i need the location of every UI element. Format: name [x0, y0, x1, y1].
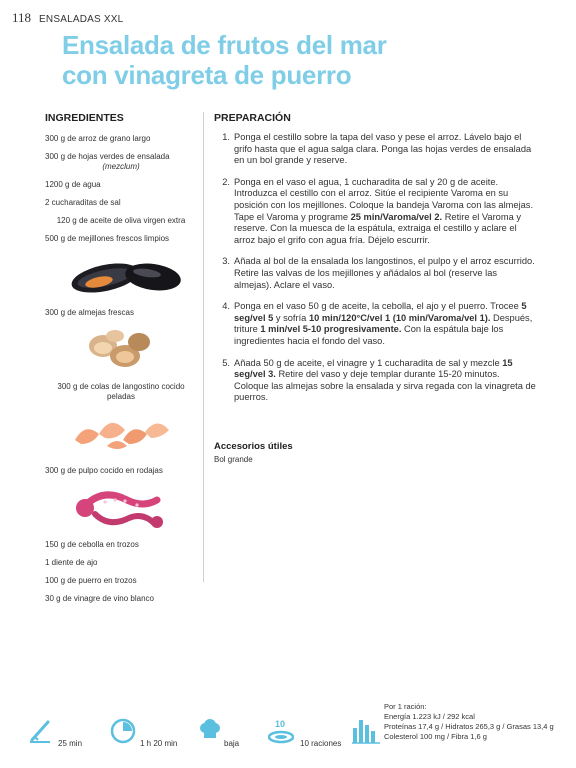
ingredient-item: 1 diente de ajo: [45, 558, 98, 567]
recipe-title: [62, 30, 542, 90]
step-setting: 25 min/Varoma/vel 2.: [350, 211, 443, 222]
preparation-step: [214, 132, 536, 167]
portions: 10 raciones: [300, 739, 342, 748]
octopus-image: [45, 484, 197, 530]
preparation-step: [214, 358, 536, 404]
step-text-part: Ponga en el vaso el agua, 1 cucharadita de sal y 20 g de aceite. Introduzca el cestillo con el arroz. Sitúe el recipiente Varoma en su posición con los mejillones. Coloque la bandeja Varoma con las almejas. Tape el Varoma y programe: [234, 176, 534, 222]
ingredient-item: 120 g de aceite de oliva virgen extra: [56, 216, 186, 225]
step-text-part: Añada 50 g de aceite, el vinagre y 1 cucharadita de sal y mezcle: [234, 357, 503, 368]
nutrition-other: Colesterol 100 mg / Fibra 1,6 g: [384, 732, 487, 741]
ingredient-item: 500 g de mejillones frescos limpios: [45, 234, 170, 243]
ingredient-note: (mezclum): [102, 162, 140, 171]
nutrition-chart-icon: [352, 716, 380, 749]
clams-image: [45, 326, 197, 372]
step-text-part: Con la espátula baje los ingredientes hacia el fondo del vaso.: [234, 324, 504, 346]
step-text-part: Ponga el cestillo sobre la tapa del vaso y pese el arroz. Lávelo bajo el grifo hasta que el agua salga clara. Ponga las hojas verdes de ensalada en un bol grande y reserve.: [234, 132, 532, 166]
column-divider: [203, 112, 204, 582]
step-setting: 10 min/120°C/vel 1 (10 min/Varoma/vel 1).: [308, 312, 491, 323]
step-text: [234, 132, 536, 167]
ingredient-item: 300 g de arroz de grano largo: [45, 134, 151, 143]
step-number: 2.: [222, 176, 230, 187]
ingredient-item: 300 g de colas de langostino cocido peladas: [57, 382, 185, 401]
step-setting: 15 seg/vel 3.: [234, 357, 513, 380]
total-time: 1 h 20 min: [140, 739, 178, 748]
preparation-step: [214, 301, 536, 347]
accessories-block: [214, 441, 293, 464]
ingredient-item: 300 g de almejas frescas: [45, 308, 134, 317]
plate-icon: [268, 730, 294, 749]
preparation-step: [214, 177, 536, 247]
page-header: [12, 10, 123, 26]
ingredient-item: 1200 g de agua: [45, 180, 101, 189]
page-number: 118: [12, 10, 32, 25]
chef-hat-icon: [198, 718, 222, 747]
ingredient-text: 300 g de hojas verdes de ensalada: [45, 152, 170, 161]
recipe-title-line-1: Ensalada de frutos del mar: [62, 30, 387, 60]
nutrition-energy: Energía 1.223 kJ / 292 kcal: [384, 712, 475, 721]
step-number: 4.: [222, 301, 230, 312]
step-text-part: Añada al bol de la ensalada los langostinos, el pulpo y el arroz escurrido. Retire las valvas de los mejillones y añádalos al bol (reserve las almejas). Aclare el vaso.: [234, 256, 535, 290]
ingredient-item: 300 g de pulpo cocido en rodajas: [45, 466, 163, 475]
step-text: [234, 177, 536, 247]
accessories-heading: Accesorios útiles: [214, 441, 293, 452]
step-setting: 1 min/vel 5-10 progresivamente.: [260, 324, 402, 335]
ingredients-heading: INGREDIENTES: [45, 112, 124, 124]
step-number: 1.: [222, 132, 230, 142]
step-text: [234, 301, 536, 347]
accessory-item: Bol grande: [214, 455, 253, 464]
step-setting: 5 seg/vel 5: [234, 301, 527, 323]
step-text-part: y sofría: [273, 312, 309, 323]
step-text-part: Después, triture: [234, 312, 533, 335]
mussels-image: [45, 252, 197, 298]
clock-icon: [110, 716, 136, 749]
step-text-part: Retire del vaso y deje templar durante 15-20 minutos. Coloque las almejas sobre la ensalada y sirva regada con la vinagreta de puerros.: [234, 369, 536, 403]
preparation-step: [214, 256, 536, 291]
step-number: 3.: [222, 256, 230, 267]
ingredient-item: 2 cucharaditas de sal: [45, 198, 121, 207]
step-text: [234, 256, 536, 291]
ingredient-item: 100 g de puerro en trozos: [45, 576, 137, 585]
section-name: ENSALADAS XXL: [39, 14, 124, 25]
nutrition-info: [384, 702, 554, 742]
portions-number: 10: [275, 719, 286, 729]
step-text: [234, 358, 536, 404]
recipe-title-line-2: con vinagreta de puerro: [62, 60, 352, 90]
prawns-image: [45, 410, 197, 456]
step-text-part: Retire el Varoma y reserve. Con la muesca de la espátula, extraiga el cestillo y aclare el arroz bajo el grifo con agua fría. Déjelo escurrir.: [234, 211, 521, 245]
nutrition-macros: Proteínas 17,4 g / Hidratos 265,3 g / Grasas 13,4 g: [384, 722, 554, 731]
preparation-heading: PREPARACIÓN: [214, 112, 291, 124]
ingredients-column: [45, 112, 197, 612]
difficulty: baja: [224, 739, 240, 748]
preparation-column: [214, 112, 536, 414]
ingredient-item: [45, 152, 197, 172]
nutrition-heading: Por 1 ración:: [384, 702, 427, 711]
knife-board-icon: [28, 718, 52, 749]
step-number: 5.: [222, 357, 230, 368]
ingredient-item: 150 g de cebolla en trozos: [45, 540, 139, 549]
ingredient-item: 30 g de vinagre de vino blanco: [45, 594, 154, 603]
prep-time: 25 min: [58, 739, 83, 748]
preparation-steps: [214, 132, 536, 404]
step-text-part: Ponga en el vaso 50 g de aceite, la cebolla, el ajo y el puerro. Trocee: [234, 301, 522, 312]
